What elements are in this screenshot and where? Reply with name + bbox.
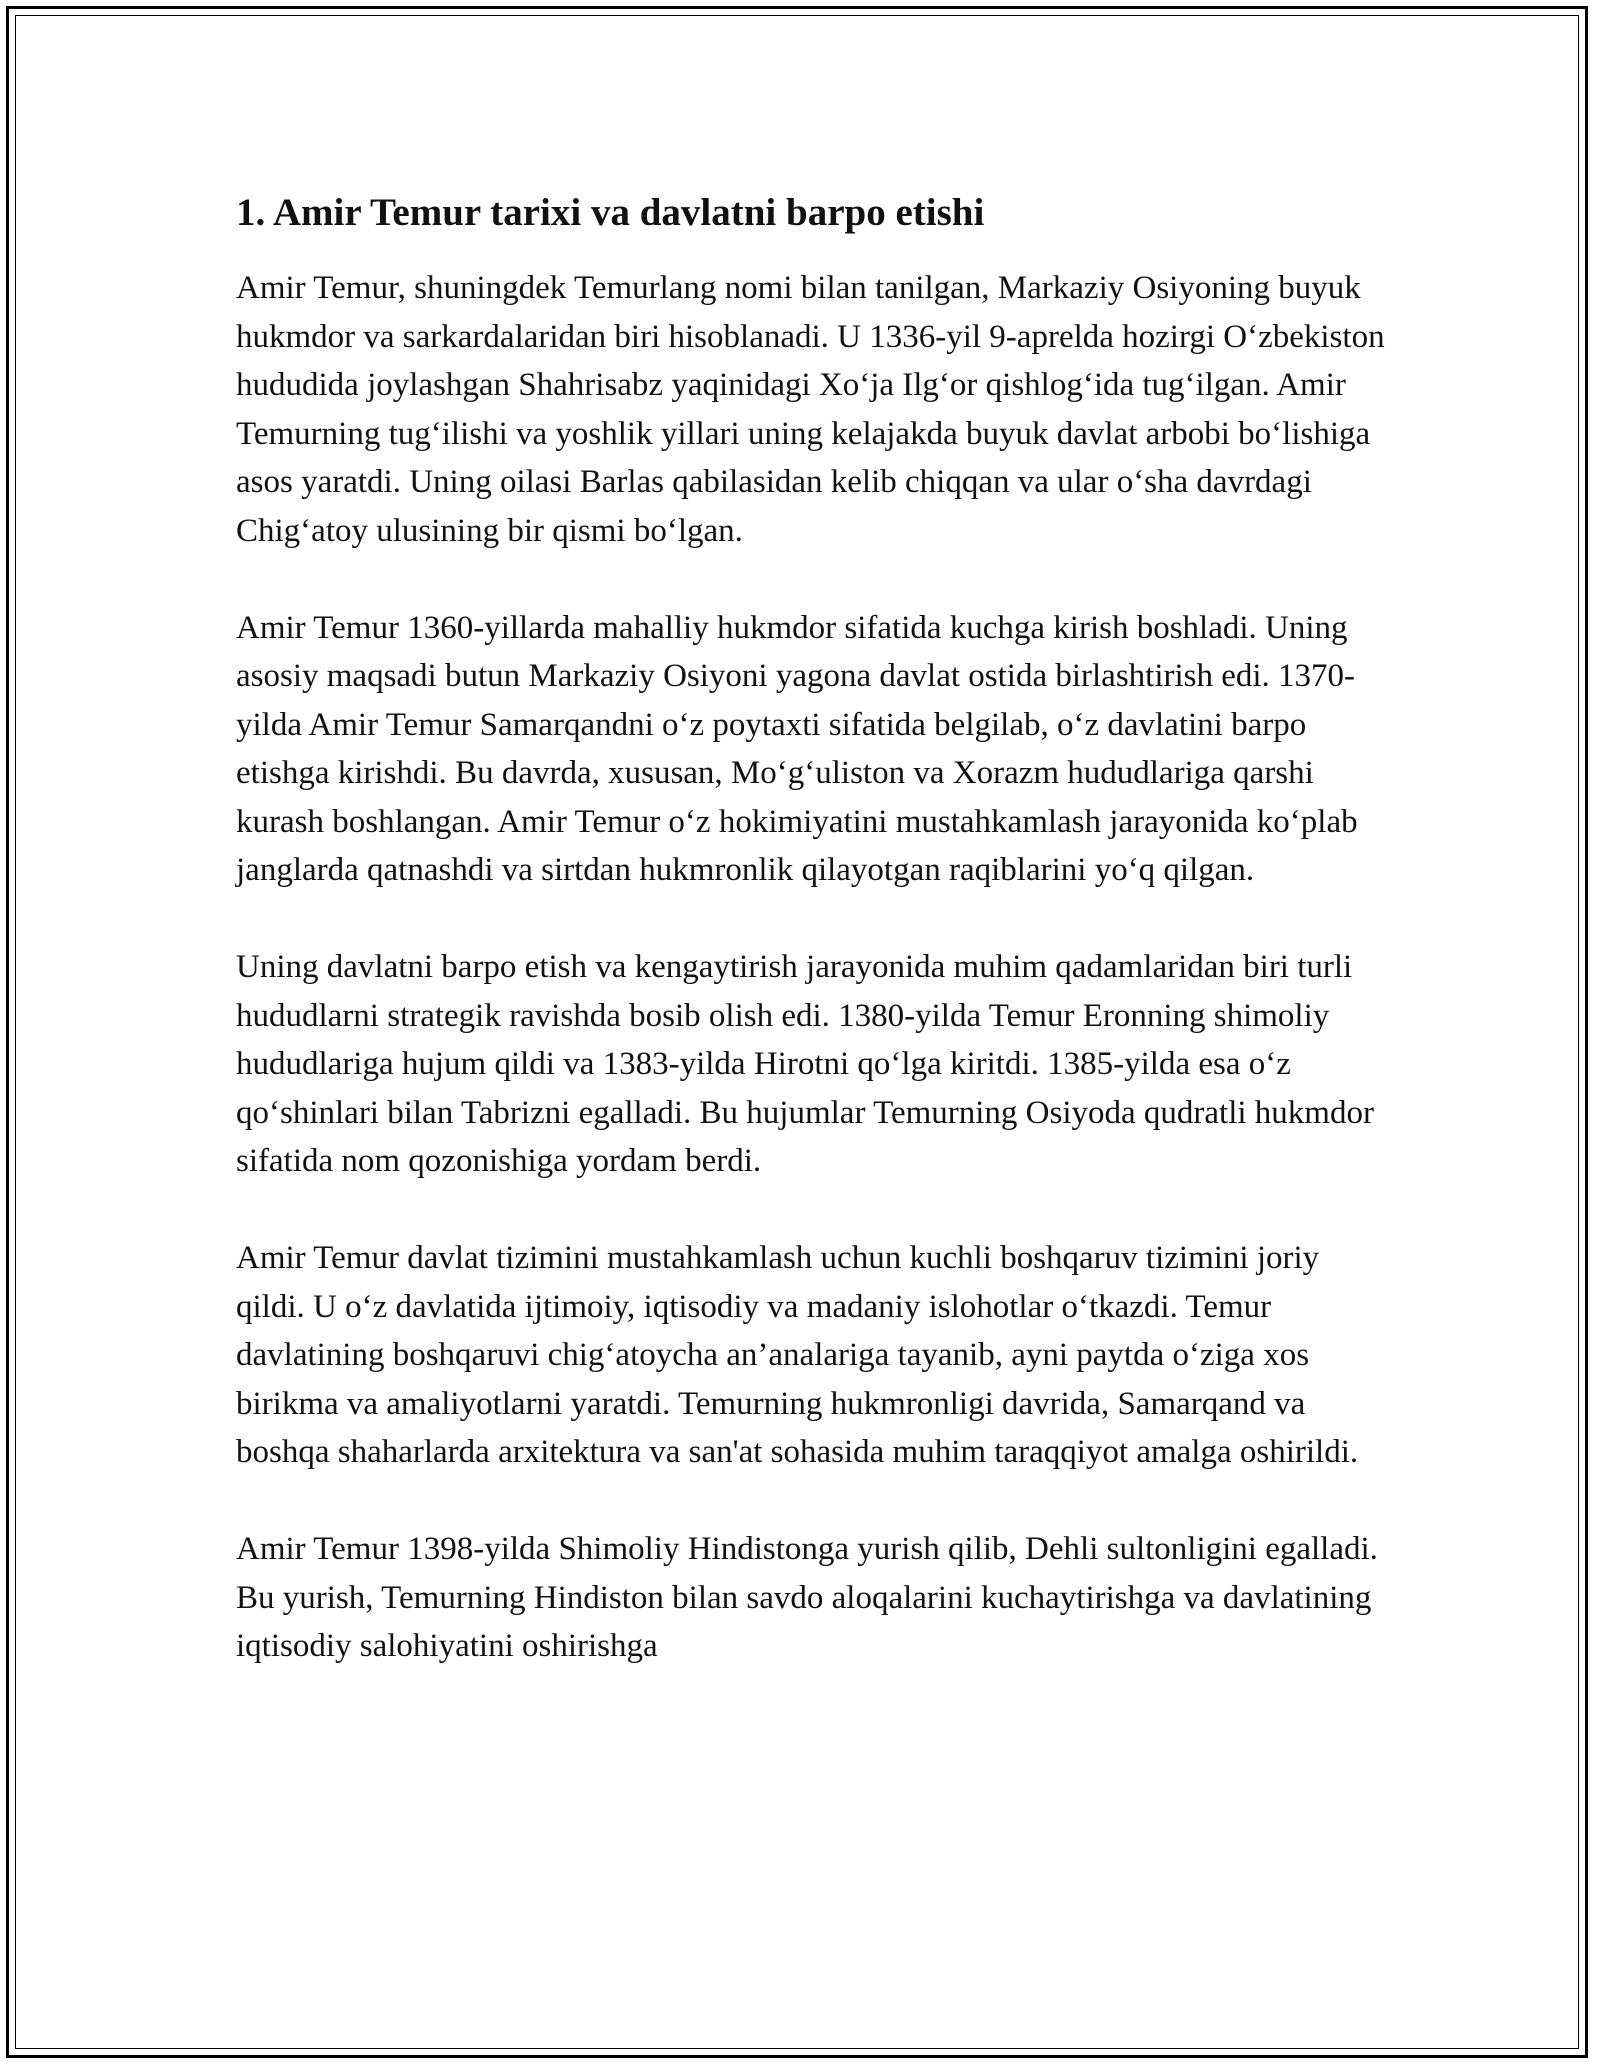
paragraph-4: Amir Temur davlat tizimini mustahkamlash uchun kuchli boshqaruv tizimini joriy qildi. U o‘z davlatida ijtimoiy, iqtisodiy va madaniy islohotlar o‘tkazdi. Temur davlatining boshqaruvi chig‘atoycha an’analariga tayanib, ayni paytda o‘ziga xos birikma va amaliyotlarni yaratdi. Temurning hukmronligi davrida, Samarqand va boshqa shaharlarda arxitektura va san'at sohasida muhim taraqqiyot amalga oshirildi. xyxy=(236,1240,1359,1470)
document-body xyxy=(236,188,1386,1671)
paragraph-5: Amir Temur 1398-yilda Shimoliy Hindistonga yurish qilib, Dehli sultonligini egalladi. Bu yurish, Temurning Hindiston bilan savdo aloqalarini kuchaytirishga va davlatining iqtisodiy salohiyatini oshirishga xyxy=(236,1531,1378,1664)
section-heading: 1. Amir Temur tarixi va davlatni barpo etishi xyxy=(236,191,985,234)
paragraph-1: Amir Temur, shuningdek Temurlang nomi bilan tanilgan, Markaziy Osiyoning buyuk hukmdor va sarkardalaridan biri hisoblanadi. U 1336-yil 9-aprelda hozirgi O‘zbekiston hududida joylashgan Shahrisabz yaqinidagi Xo‘ja Ilg‘or qishlog‘ida tug‘ilgan. Amir Temurning tug‘ilishi va yoshlik yillari uning kelajakda buyuk davlat arbobi bo‘lishiga asos yaratdi. Uning oilasi Barlas qabilasidan kelib chiqqan va ular o‘sha davrdagi Chig‘atoy ulusining bir qismi bo‘lgan. xyxy=(236,270,1385,549)
paragraph-3: Uning davlatni barpo etish va kengaytirish jarayonida muhim qadamlaridan biri turli hududlarni strategik ravishda bosib olish edi. 1380-yilda Temur Eronning shimoliy hududlariga hujum qildi va 1383-yilda Hirotni qo‘lga kiritdi. 1385-yilda esa o‘z qo‘shinlari bilan Tabrizni egalladi. Bu hujumlar Temurning Osiyoda qudratli hukmdor sifatida nom qozonishiga yordam berdi. xyxy=(236,949,1374,1179)
paragraph-2: Amir Temur 1360-yillarda mahalliy hukmdor sifatida kuchga kirish boshladi. Uning asosiy maqsadi butun Markaziy Osiyoni yagona davlat ostida birlashtirish edi. 1370-yilda Amir Temur Samarqandni o‘z poytaxti sifatida belgilab, o‘z davlatini barpo etishga kirishdi. Bu davrda, xususan, Mo‘g‘uliston va Xorazm hududlariga qarshi kurash boshlangan. Amir Temur o‘z hokimiyatini mustahkamlash jarayonida ko‘plab janglarda qatnashdi va sirtdan hukmronlik qilayotgan raqiblarini yo‘q qilgan. xyxy=(236,609,1358,888)
